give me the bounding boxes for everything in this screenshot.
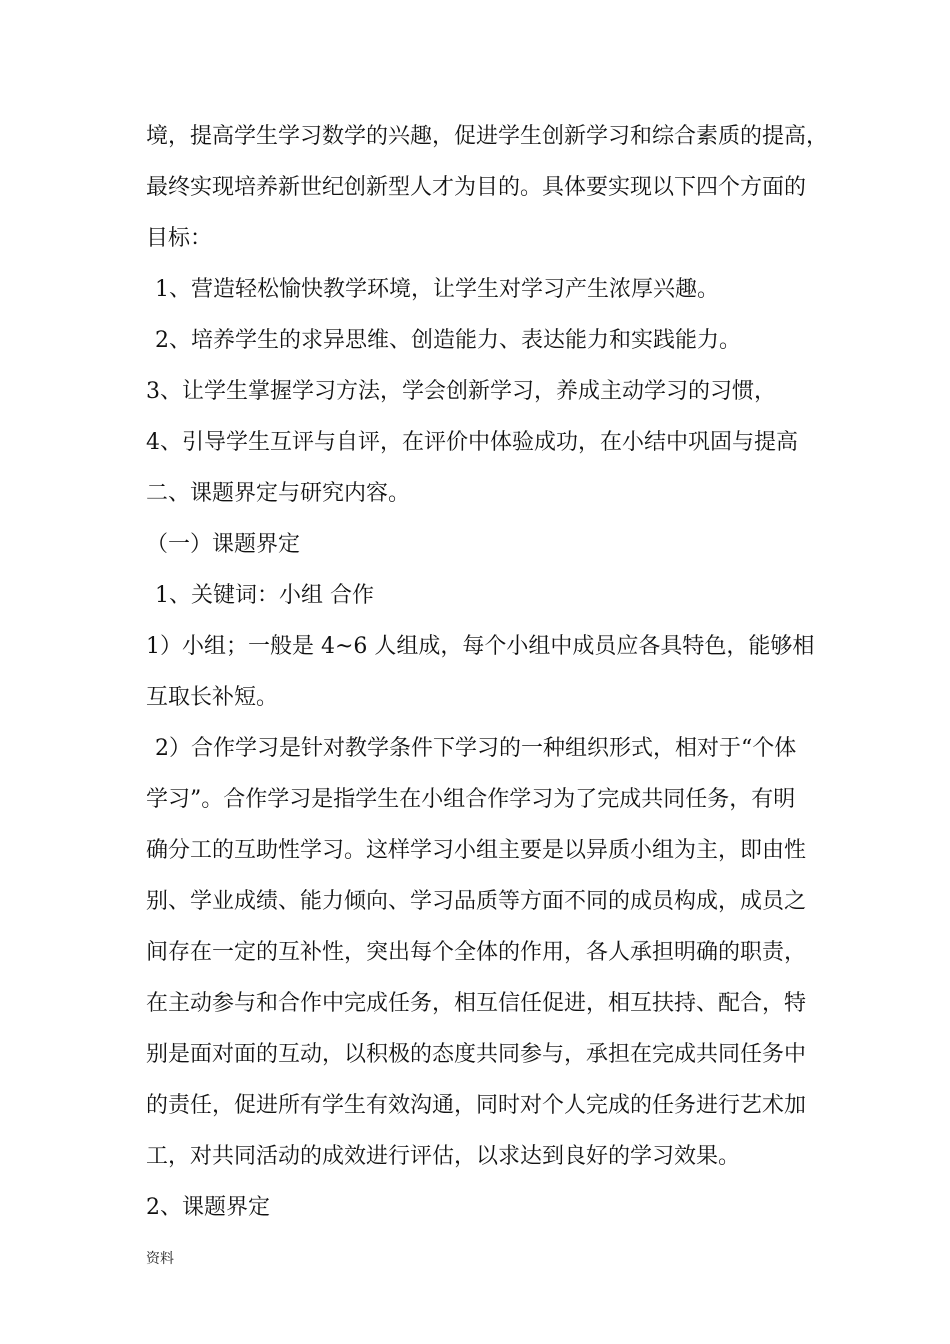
page-footer: 资料 xyxy=(146,1251,174,1267)
section-heading: 二、课题界定与研究内容。 xyxy=(146,481,411,506)
paragraph-line: 在主动参与和合作中完成任务，相互信任促进，相互扶持、配合，特 xyxy=(146,991,807,1016)
paragraph-line: 目标： xyxy=(146,226,213,251)
paragraph-line: 境，提高学生学习数学的兴趣，促进学生创新学习和综合素质的提高， xyxy=(146,124,829,149)
paragraph-line: 2）合作学习是针对教学条件下学习的一种组织形式，相对于“个体 xyxy=(155,736,797,761)
paragraph-line: 1）小组；一般是 4~6 人组成，每个小组中成员应各具特色，能够相 xyxy=(146,634,815,659)
paragraph-line: 最终实现培养新世纪创新型人才为目的。具体要实现以下四个方面的 xyxy=(146,175,807,200)
subsection-heading: 2、课题界定 xyxy=(146,1195,270,1220)
paragraph-line: 间存在一定的互补性，突出每个全体的作用，各人承担明确的职责， xyxy=(146,940,807,965)
goal-item-1: 1、营造轻松愉快教学环境，让学生对学习产生浓厚兴趣。 xyxy=(155,277,719,302)
keywords-line: 1、关键词：小组 合作 xyxy=(155,583,374,608)
paragraph-line: 别、学业成绩、能力倾向、学习品质等方面不同的成员构成，成员之 xyxy=(146,889,807,914)
paragraph-line: 别是面对面的互动，以积极的态度共同参与，承担在完成共同任务中 xyxy=(146,1042,807,1067)
goal-item-2: 2、培养学生的求异思维、创造能力、表达能力和实践能力。 xyxy=(155,328,741,353)
goal-item-4: 4、引导学生互评与自评，在评价中体验成功，在小结中巩固与提高 xyxy=(146,430,798,455)
paragraph-line: 互取长补短。 xyxy=(146,685,279,710)
subsection-heading: （一）课题界定 xyxy=(146,532,301,557)
paragraph-line: 工，对共同活动的成效进行评估，以求达到良好的学习效果。 xyxy=(146,1144,741,1169)
goal-item-3: 3、让学生掌握学习方法，学会创新学习，养成主动学习的习惯， xyxy=(146,379,776,404)
paragraph-line: 的责任，促进所有学生有效沟通，同时对个人完成的任务进行艺术加 xyxy=(146,1093,807,1118)
paragraph-line: 确分工的互助性学习。这样学习小组主要是以异质小组为主，即由性 xyxy=(146,838,807,863)
paragraph-line: 学习”。合作学习是指学生在小组合作学习为了完成共同任务，有明 xyxy=(146,787,796,812)
